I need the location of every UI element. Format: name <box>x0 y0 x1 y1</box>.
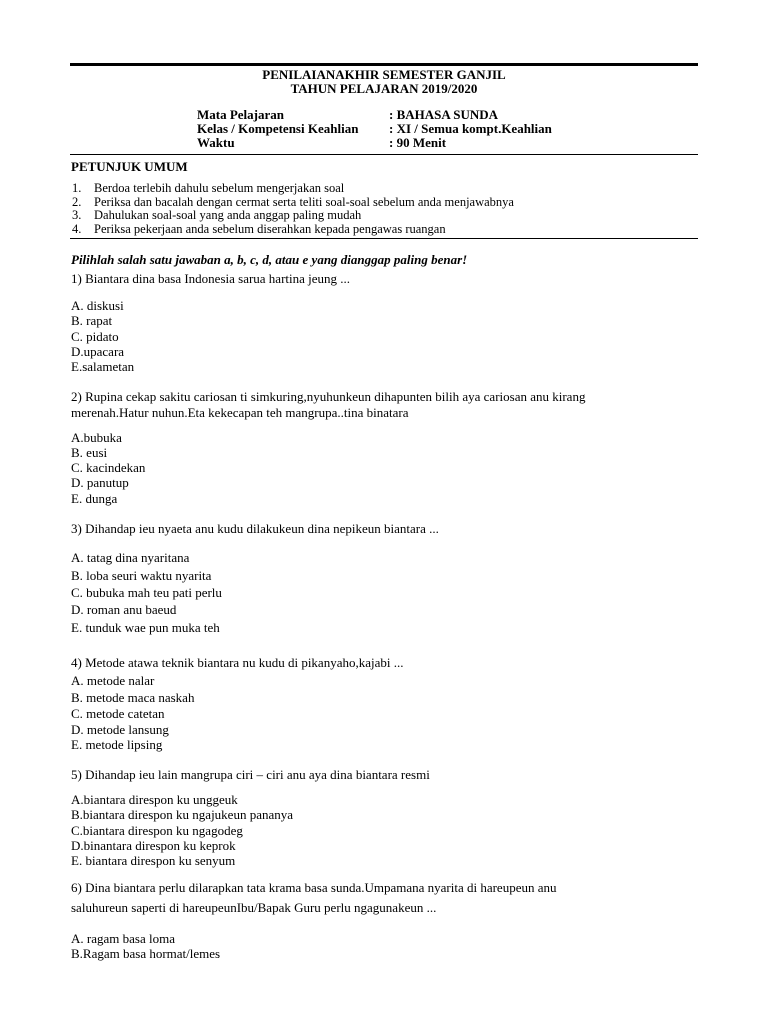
question-5: 5) Dihandap ieu lain mangrupa ciri – ciri anu aya dina biantara resmi <box>71 767 430 782</box>
option: B. loba seuri waktu nyarita <box>71 568 212 583</box>
petunjuk-text: Dahulukan soal-soal yang anda anggap paling mudah <box>94 208 362 222</box>
option: B.biantara direspon ku ngajukeun pananya <box>71 807 294 822</box>
question-1: 1) Biantara dina basa Indonesia sarua hartina jeung ... <box>71 271 351 286</box>
petunjuk-text: Berdoa terlebih dahulu sebelum mengerjakan soal <box>94 181 345 195</box>
question-2-line-2: merenah.Hatur nuhun.Eta kekecapan teh mangrupa..tina binatara <box>71 405 409 420</box>
question-3: 3) Dihandap ieu nyaeta anu kudu dilakukeun dina nepikeun biantara ... <box>71 521 439 536</box>
option: E. biantara direspon ku senyum <box>71 853 236 868</box>
meta-value: : 90 Menit <box>389 135 447 150</box>
option: B. eusi <box>71 445 108 460</box>
option: D. panutup <box>71 475 129 490</box>
option: C. kacindekan <box>71 460 146 475</box>
option: E. tunduk wae pun muka teh <box>71 620 220 635</box>
petunjuk-num: 4. <box>72 222 82 236</box>
meta-value: : BAHASA SUNDA <box>389 107 499 122</box>
petunjuk-title: PETUNJUK UMUM <box>71 159 188 174</box>
option: C. pidato <box>71 329 119 344</box>
petunjuk-item <box>72 182 344 195</box>
option: A.bubuka <box>71 430 122 445</box>
petunjuk-item <box>72 223 446 236</box>
question-6-line-1: 6) Dina biantara perlu dilarapkan tata krama basa sunda.Umpamana nyarita di hareupeun anu <box>71 880 557 895</box>
option: C. metode catetan <box>71 706 165 721</box>
petunjuk-num: 3. <box>72 208 82 222</box>
option: E. metode lipsing <box>71 737 163 752</box>
option: D. metode lansung <box>71 722 169 737</box>
question-2-line-1: 2) Rupina cekap sakitu cariosan ti simkuring,nyuhunkeun dihapunten bilih aya cariosan anu kirang <box>71 389 586 404</box>
option: C. bubuka mah teu pati perlu <box>71 585 222 600</box>
meta-label: Waktu <box>197 135 235 150</box>
option: E. dunga <box>71 491 118 506</box>
option: D. roman anu baeud <box>71 602 177 617</box>
option: E.salametan <box>71 359 135 374</box>
option: A. ragam basa loma <box>71 931 175 946</box>
exam-year: TAHUN PELAJARAN 2019/2020 <box>290 81 478 96</box>
meta-label: Mata Pelajaran <box>197 107 285 122</box>
question-4: 4) Metode atawa teknik biantara nu kudu di pikanyaho,kajabi ... <box>71 655 404 670</box>
option: A. tatag dina nyaritana <box>71 550 190 565</box>
option: D.binantara direspon ku keprok <box>71 838 236 853</box>
option: B. rapat <box>71 313 113 328</box>
header-top-rule <box>70 63 698 66</box>
exam-title: PENILAIANAKHIR SEMESTER GANJIL <box>262 67 506 82</box>
option: A. metode nalar <box>71 673 155 688</box>
option: B.Ragam basa hormat/lemes <box>71 946 221 961</box>
option: C.biantara direspon ku ngagodeg <box>71 823 243 838</box>
meta-divider <box>70 154 698 155</box>
option: A.biantara direspon ku unggeuk <box>71 792 238 807</box>
petunjuk-divider <box>70 238 698 239</box>
petunjuk-num: 1. <box>72 181 82 195</box>
petunjuk-text: Periksa dan bacalah dengan cermat serta teliti soal-soal sebelum anda menjawabnya <box>94 195 514 209</box>
option: D.upacara <box>71 344 125 359</box>
option: A. diskusi <box>71 298 124 313</box>
instruction: Pilihlah salah satu jawaban a, b, c, d, atau e yang dianggap paling benar! <box>71 252 468 267</box>
petunjuk-item <box>72 209 361 222</box>
petunjuk-text: Periksa pekerjaan anda sebelum diserahkan kepada pengawas ruangan <box>94 222 446 236</box>
option: B. metode maca naskah <box>71 690 195 705</box>
meta-value: : XI / Semua kompt.Keahlian <box>389 121 552 136</box>
petunjuk-num: 2. <box>72 195 82 209</box>
meta-label: Kelas / Kompetensi Keahlian <box>197 121 359 136</box>
question-6-line-2: saluhureun saperti di hareupeunIbu/Bapak Guru perlu ngagunakeun ... <box>71 900 437 915</box>
